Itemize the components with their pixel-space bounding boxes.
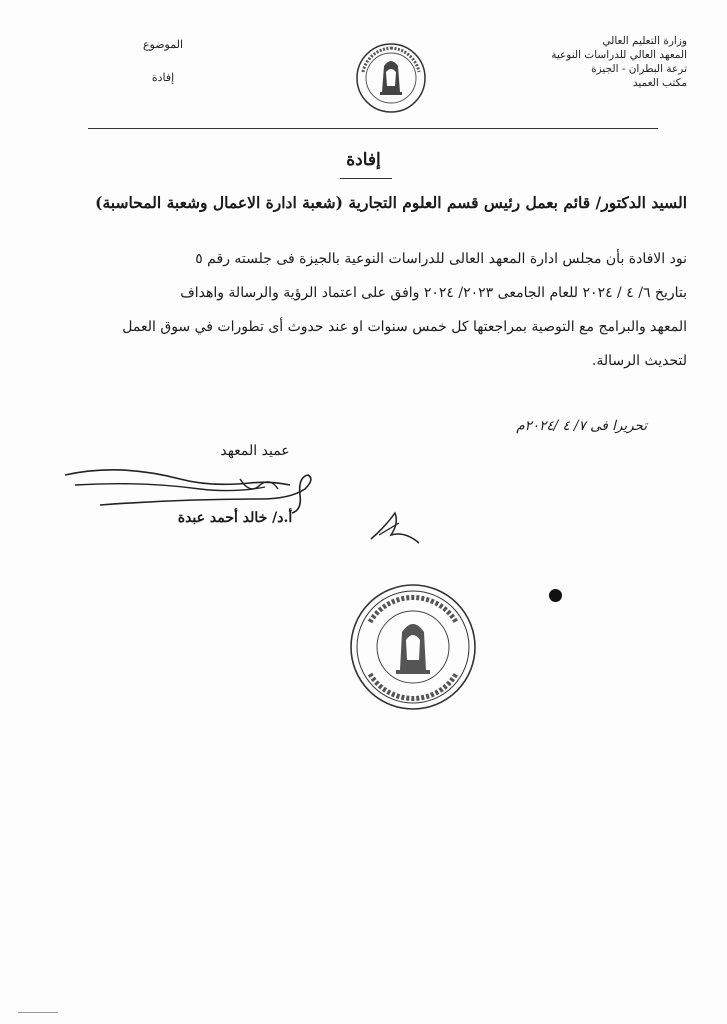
- initials-mark: [365, 505, 425, 545]
- subject-label: الموضوع: [142, 38, 184, 51]
- body-line: المعهد والبرامج مع التوصية بمراجعتها كل خمس سنوات او عند حدوث أى تطورات في سوق العمل: [122, 319, 687, 335]
- institute-name: المعهد العالي للدراسات النوعية: [551, 49, 687, 61]
- addressee-line: السيد الدكتور/ قائم بعمل رئيس قسم العلوم التجارية (شعبة ادارة الاعمال وشعبة المحاسبة): [95, 193, 687, 212]
- signatory-name: أ.د/ خالد أحمد عبدة: [177, 510, 293, 526]
- ink-dot: [549, 589, 562, 602]
- body-line: لتحديث الرسالة.: [591, 353, 687, 369]
- scan-artifact: [18, 1012, 58, 1013]
- title-underline: [340, 178, 392, 179]
- institute-location: ترعة البطران - الجيزة: [591, 63, 687, 75]
- header-divider: [88, 128, 658, 129]
- office-name: مكتب العميد: [632, 77, 687, 89]
- issue-date: تحريرا فى ٧/ ٤ /٢٠٢٤م: [516, 418, 647, 434]
- letterhead-right: [527, 34, 687, 90]
- document-body: [37, 242, 687, 378]
- body-line: بتاريخ ٦/ ٤ / ٢٠٢٤ للعام الجامعى ٢٠٢٣/ ٢٠٢٤ وافق على اعتماد الرؤية والرسالة واهداف: [180, 285, 687, 301]
- institute-logo-icon: [355, 42, 427, 114]
- body-line: نود الافادة بأن مجلس ادارة المعهد العالى للدراسات النوعية بالجيزة فى جلسته رقم ٥: [195, 251, 687, 267]
- official-seal-icon: [348, 582, 478, 712]
- letterhead-left: [118, 38, 208, 84]
- ministry-name: وزارة التعليم العالي: [602, 35, 687, 47]
- subject-value: إفادة: [151, 71, 175, 84]
- signatory-title: عميد المعهد: [220, 443, 290, 459]
- document-title: إفادة: [346, 150, 381, 170]
